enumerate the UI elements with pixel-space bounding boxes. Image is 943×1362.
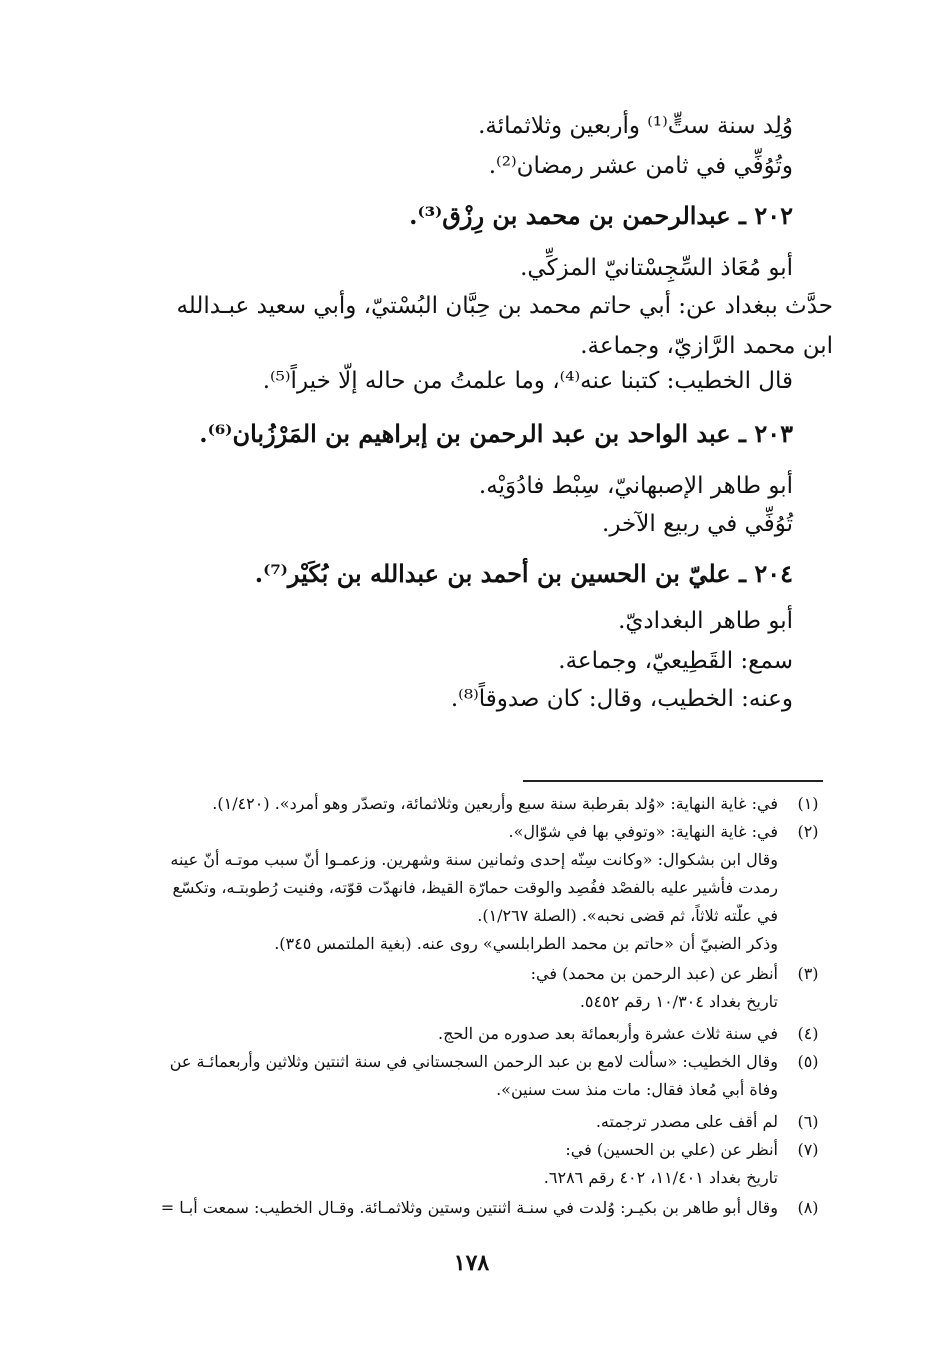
footnote-text: أنظر عن (عبد الرحمن بن محمد) في:: [530, 964, 778, 983]
footnote-text: وقال الخطيب: «سألت لامع بن عبد الرحمن السجستاني في سنة اثنتين وثلاثين وأربعمائـة عن: [169, 1052, 778, 1071]
body-line: أبو طاهر البغداديّ.: [618, 608, 793, 634]
footnote-number: (٣): [797, 964, 819, 983]
body-line: وعنه: الخطيب، وقال: كان صدوقاً⁽⁸⁾.: [450, 686, 793, 712]
footnote-text: وفاة أبي مُعاذ فقال: مات منذ ست سنين».: [496, 1080, 778, 1099]
footnote-number: (٧): [797, 1140, 819, 1159]
body-line: سمع: القَطِيعيّ، وجماعة.: [558, 648, 793, 674]
footnote-text: وذكر الضبيّ أن «حاتم بن محمد الطرابلسي» روى عنه. (بغية الملتمس ٣٤٥).: [274, 934, 778, 953]
footnote-text: أنظر عن (علي بن الحسين) في:: [565, 1140, 778, 1159]
entry-heading: ٢٠٣ ـ عبد الواحد بن عبد الرحمن بن إبراهيم بن المَرْزُبان⁽⁶⁾.: [199, 419, 793, 448]
body-line: وتُوُفِّي في ثامن عشر رمضان⁽²⁾.: [488, 153, 793, 179]
footnote-text: في علّته ثلاثاً، ثم قضى نحبه». (الصلة ١/٢٦٧).: [477, 906, 778, 925]
footnote-number: (٨): [797, 1198, 819, 1217]
footnote-text: في: غاية النهاية: «وُلد بقرطبة سنة سبع وأربعين وثلاثمائة، وتصدّر وهو أمرد». (١/٤٢٠).: [212, 794, 778, 813]
entry-heading: ٢٠٤ ـ عليّ بن الحسين بن أحمد بن عبدالله بن بُكَيْر⁽⁷⁾.: [254, 559, 793, 588]
footnote-number: (٦): [797, 1112, 819, 1131]
footnote-separator: [523, 780, 823, 782]
footnote-number: (١): [797, 794, 819, 813]
page-number: ١٧٨: [453, 1250, 490, 1276]
entry-heading: ٢٠٢ ـ عبدالرحمن بن محمد بن رِزْق⁽³⁾.: [409, 201, 793, 230]
body-line: تُوُفِّي في ربيع الآخر.: [602, 511, 793, 537]
footnote-text: في سنة ثلاث عشرة وأربعمائة بعد صدوره من الحج.: [437, 1024, 778, 1043]
footnote-text: رمدت فأُشير عليه بالفصْد ففُصِد والوقت حمارّة القيظ، فانهدّت قوّته، وفنيت رُطوبتـه، وتكسّع: [172, 878, 778, 897]
body-line: أبو طاهر الإصبهانيّ، سِبْط فادُوَيْه.: [478, 473, 793, 499]
footnote-number: (٥): [797, 1052, 819, 1071]
footnote-text: وقال أبو طاهر بن بكيـر: وُلدت في سنـة اثنتين وستين وثلاثمـائة. وقـال الخطيب: سمعت أبـا =: [160, 1198, 778, 1217]
body-line: قال الخطيب: كتبنا عنه⁽⁴⁾، وما علمتُ من حاله إلّا خيراً⁽⁵⁾.: [262, 368, 793, 394]
footnote-number: (٤): [797, 1024, 819, 1043]
footnote-text: تاريخ بغداد ١١/٤٠١، ٤٠٢ رقم ٦٢٨٦.: [543, 1168, 778, 1187]
footnote-text: لم أقف على مصدر ترجمته.: [595, 1112, 778, 1131]
footnote-text: في: غاية النهاية: «وتوفي بها في شوّال».: [508, 822, 778, 841]
footnote-number: (٢): [797, 822, 819, 841]
body-line: وُلِد سنة ستٍّ⁽¹⁾ وأربعين وثلاثمائة.: [478, 113, 793, 139]
body-line: أبو مُعَاذ السِّجِسْتانيّ المزكِّي.: [520, 255, 793, 281]
footnote-text: تاريخ بغداد ١٠/٣٠٤ رقم ٥٤٥٢.: [579, 992, 778, 1011]
body-line: ابن محمد الرَّازيّ، وجماعة.: [580, 333, 833, 359]
footnote-text: وقال ابن بشكوال: «وكانت سِنّه إحدى وثمانين سنة وشهرين. وزعمـوا أنّ سبب موتـه أنّ عينه: [170, 850, 778, 869]
body-line: حدَّث ببغداد عن: أبي حاتم محمد بن حِبَّان البُسْتيّ، وأبي سعيد عبـدالله: [176, 293, 833, 319]
